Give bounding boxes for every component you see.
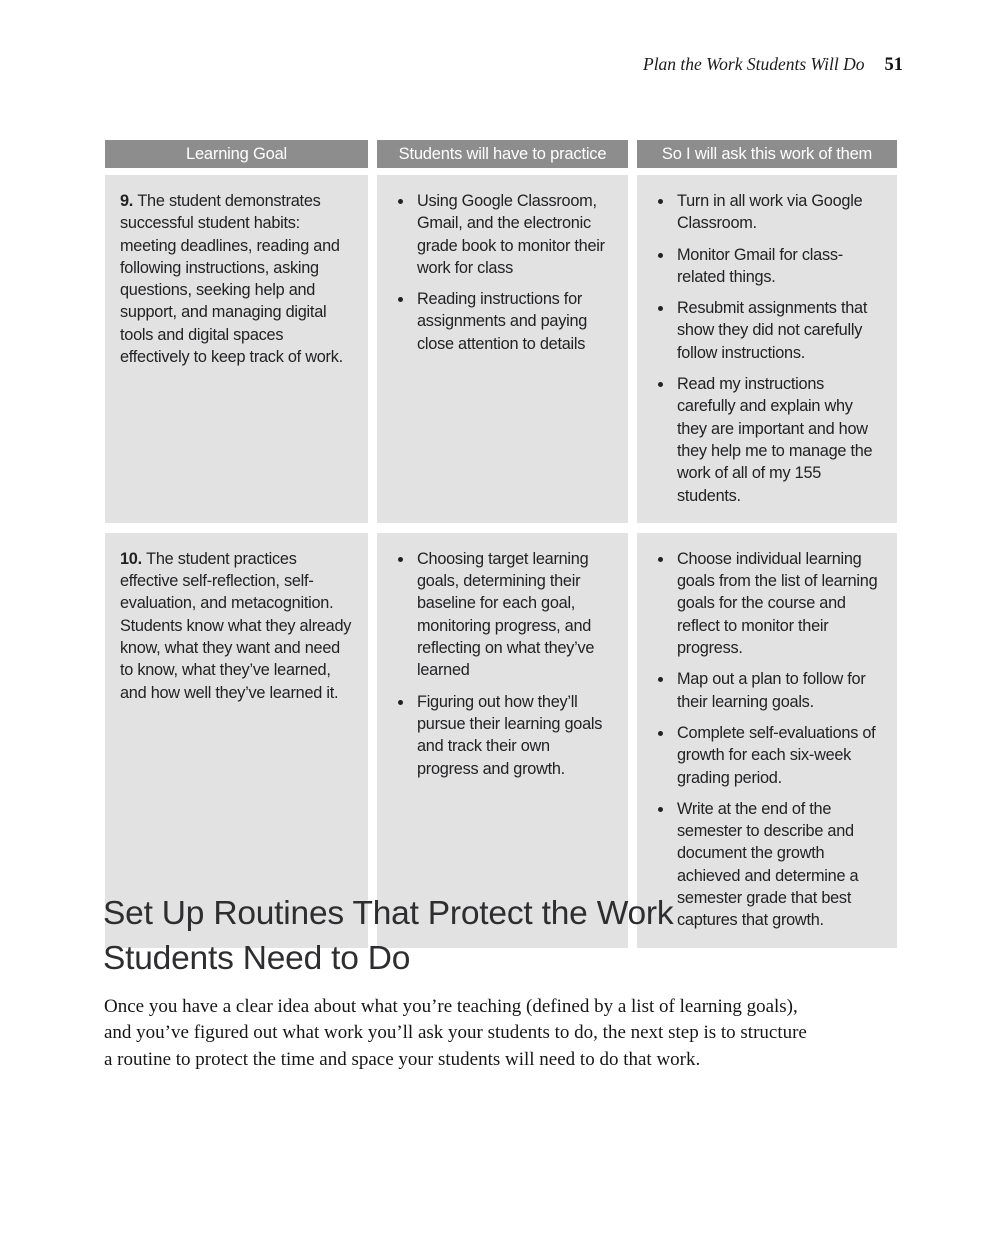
goal-10-practice-list: [395, 548, 615, 780]
list-item: • Write at the end of the semester to describe and document the growth achieved and determine a semester grade that best captures that growth.: [674, 798, 884, 932]
running-head: [105, 54, 903, 76]
list-item: • Map out a plan to follow for their learning goals.: [674, 668, 884, 713]
list-item: • Read my instructions carefully and explain why they are important and how they help me to manage the work of all of my 155 students.: [674, 373, 884, 507]
list-item: • Figuring out how they’ll pursue their learning goals and track their own progress and growth.: [414, 691, 615, 780]
goal-9-text: The student demonstrates successful student habits: meeting deadlines, reading and following instructions, asking questions, seeking help and support, and managing digital tools and digital spaces effectively to keep track of work.: [120, 192, 343, 367]
table-row-goal-9: [105, 175, 897, 523]
goal-10-number: 10.: [120, 549, 147, 568]
list-item: • Complete self-evaluations of growth for each six-week grading period.: [674, 722, 884, 789]
table-header-row: [105, 140, 897, 168]
table-row-goal-10: [105, 533, 897, 948]
goal-9-practice-list: [395, 190, 615, 355]
list-item: • Turn in all work via Google Classroom.: [674, 190, 884, 235]
column-header-learning-goal: Learning Goal: [105, 140, 368, 168]
list-item: • Resubmit assignments that show they did not carefully follow instructions.: [674, 297, 884, 364]
goal-9-practice-cell: [377, 175, 628, 523]
goal-10-cell: [105, 533, 368, 948]
goal-10-practice-cell: [377, 533, 628, 948]
list-item: • Monitor Gmail for class-related things.: [674, 244, 884, 289]
body-paragraph: Once you have a clear idea about what you’re teaching (defined by a list of learning goals), and you’ve figured out what work you’ll ask your students to do, the next step is to structure a routine to protect the time and space your students will need to do that work.: [104, 996, 807, 1070]
section-heading: Set Up Routines That Protect the Work Students Need to Do: [103, 895, 674, 977]
goal-9-work-cell: [637, 175, 897, 523]
goal-10-work-cell: [637, 533, 897, 948]
goal-10-work-list: [655, 548, 884, 932]
goal-9-work-list: [655, 190, 884, 507]
goal-9-cell: [105, 175, 368, 523]
column-header-work: So I will ask this work of them: [637, 140, 897, 168]
list-item: • Using Google Classroom, Gmail, and the electronic grade book to monitor their work for class: [414, 190, 615, 279]
goal-10-text: The student practices effective self-reflection, self-evaluation, and metacognition. Students know what they already know, what they want and need to know, what they’ve learned, and how well they’ve learned it.: [120, 549, 352, 702]
page-number: 51: [884, 55, 903, 75]
learning-goals-table: [105, 140, 897, 948]
list-item: • Choosing target learning goals, determining their baseline for each goal, monitoring progress, and reflecting on what they’ve learned: [414, 548, 615, 682]
running-head-title: Plan the Work Students Will Do: [643, 54, 865, 74]
list-item: • Reading instructions for assignments and paying close attention to details: [414, 288, 615, 355]
column-header-practice: Students will have to practice: [377, 140, 628, 168]
list-item: • Choose individual learning goals from the list of learning goals for the course and reflect to monitor their progress.: [674, 548, 884, 659]
goal-9-number: 9.: [120, 192, 138, 210]
